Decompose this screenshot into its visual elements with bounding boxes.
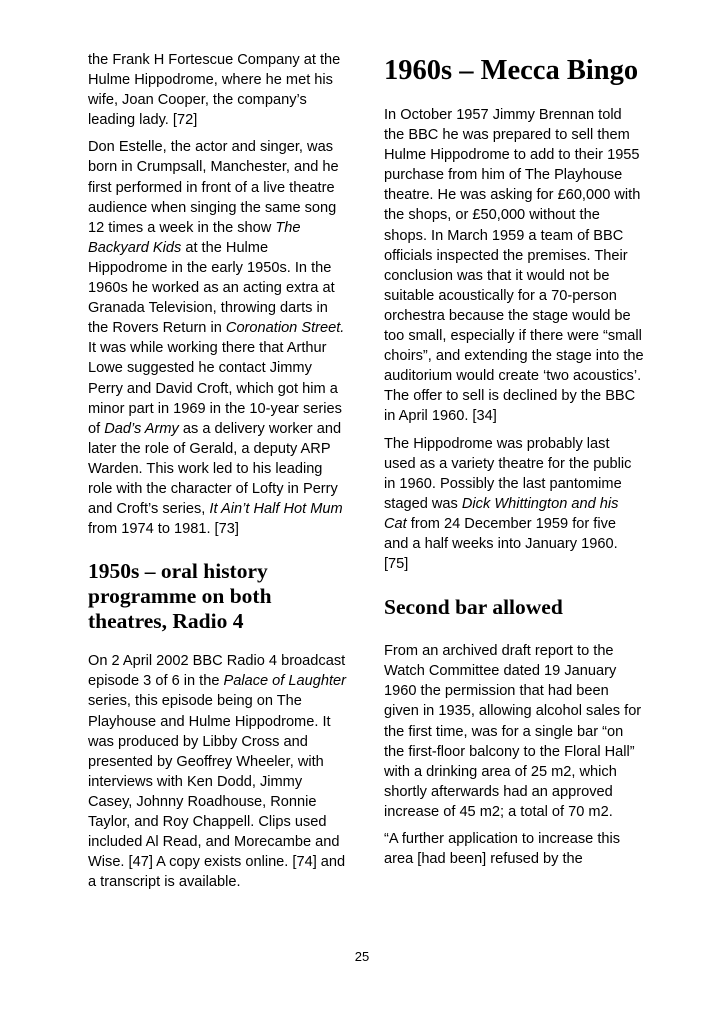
- right-column: [384, 50, 644, 876]
- text-segment: The Hippodrome was probably last used as a variety theatre for the public in 1960. Possibly the last pantomime staged was: [384, 435, 632, 512]
- series-title-palace-of-laughter: Palace of Laughter: [223, 673, 347, 690]
- text-segment: from 1974 to 1981. [73]: [88, 521, 239, 538]
- show-title-dads-army: Dad’s Army: [104, 420, 179, 437]
- section-heading-second-bar: Second bar allowed: [384, 595, 563, 620]
- page-number: 25: [354, 949, 370, 964]
- text-segment: series, this episode being on The Playhouse and Hulme Hippodrome. It was produced by Libby Cross and presented by Geoffrey Wheeler, with interviews with Ken Dodd, Jimmy Casey, Johnny Roadhouse, Ronnie Taylor, and Roy Chappell. Clips used included Al Read, and Morecambe and Wise. [47] A copy exists online. [74] and a transcript is available.: [88, 693, 346, 891]
- paragraph-watch-committee: From an archived draft report to the Watch Committee dated 19 January 1960 the permission that had been given in 1935, allowing alcohol sales for the first time, was for a single bar “on the first-floor balcony to the Floral Hall” with a drinking area of 25 m2, which shortly afterwards had an approved increase of 45 m2; a total of 70 m2.: [384, 643, 642, 820]
- text-segment: from 24 December 1959 for five and a half weeks into January 1960. [75]: [384, 515, 618, 573]
- text-segment: as a delivery worker and later the role of Gerald, a deputy ARP Warden. This work led to his leading role with the character of Lofty in Perry and Croft’s series,: [88, 420, 342, 518]
- show-title-coronation-street: Coronation Street.: [225, 320, 345, 337]
- paragraph-radio-4: [88, 651, 350, 892]
- show-title-it-aint-half-hot-mum: It Ain’t Half Hot Mum: [209, 501, 343, 518]
- paragraph-don-estelle: [88, 137, 350, 539]
- text-segment: Don Estelle, the actor and singer, was born in Crumpsall, Manchester, and he first performed in front of a live theatre audience when singing the same song 12 times a week in the show: [88, 139, 339, 236]
- section-heading-oral-history: 1950s – oral history programme on both theatres, Radio 4: [88, 559, 272, 634]
- left-column: [88, 50, 350, 899]
- section-heading-mecca-bingo: 1960s – Mecca Bingo: [384, 55, 639, 86]
- pantomime-title: Dick Whittington and his Cat: [384, 495, 619, 532]
- paragraph-bbc-sale: In October 1957 Jimmy Brennan told the BBC he was prepared to sell them Hulme Hippodrome to add to their 1955 purchase from him of The Playhouse theatre. He was asking for £60,000 with the shops, or £50,000 without the shops. In March 1959 a team of BBC officials inspected the premises. Their conclusion was that it would not be suitable acoustically for a 70-person orchestra because the stage would be too small, especially if there were “small choirs”, and extending the stage into the auditorium would create ‘two acoustics’. The offer to sell is declined by the BBC in April 1960. [34]: [384, 107, 644, 425]
- show-title-backyard-kids: The Backyard Kids: [88, 219, 301, 256]
- text-segment: It was while working there that Arthur Lowe suggested he contact Jimmy Perry and David Croft, which got him a minor part in 1969 in the 10-year series of: [88, 340, 342, 437]
- text-segment: at the Hulme Hippodrome in the early 1950s. In the 1960s he worked as an acting extra at Granada Television, throwing darts in the Rovers Return in: [88, 239, 335, 337]
- text-segment: On 2 April 2002 BBC Radio 4 broadcast episode 3 of 6 in the: [88, 653, 346, 690]
- paragraph-last-variety: [384, 434, 644, 575]
- paragraph-further-application: “A further application to increase this area [had been] refused by the: [384, 831, 621, 868]
- paragraph-fortescue: the Frank H Fortescue Company at the Hulme Hippodrome, where he met his wife, Joan Cooper, the company’s leading lady. [72]: [88, 52, 341, 129]
